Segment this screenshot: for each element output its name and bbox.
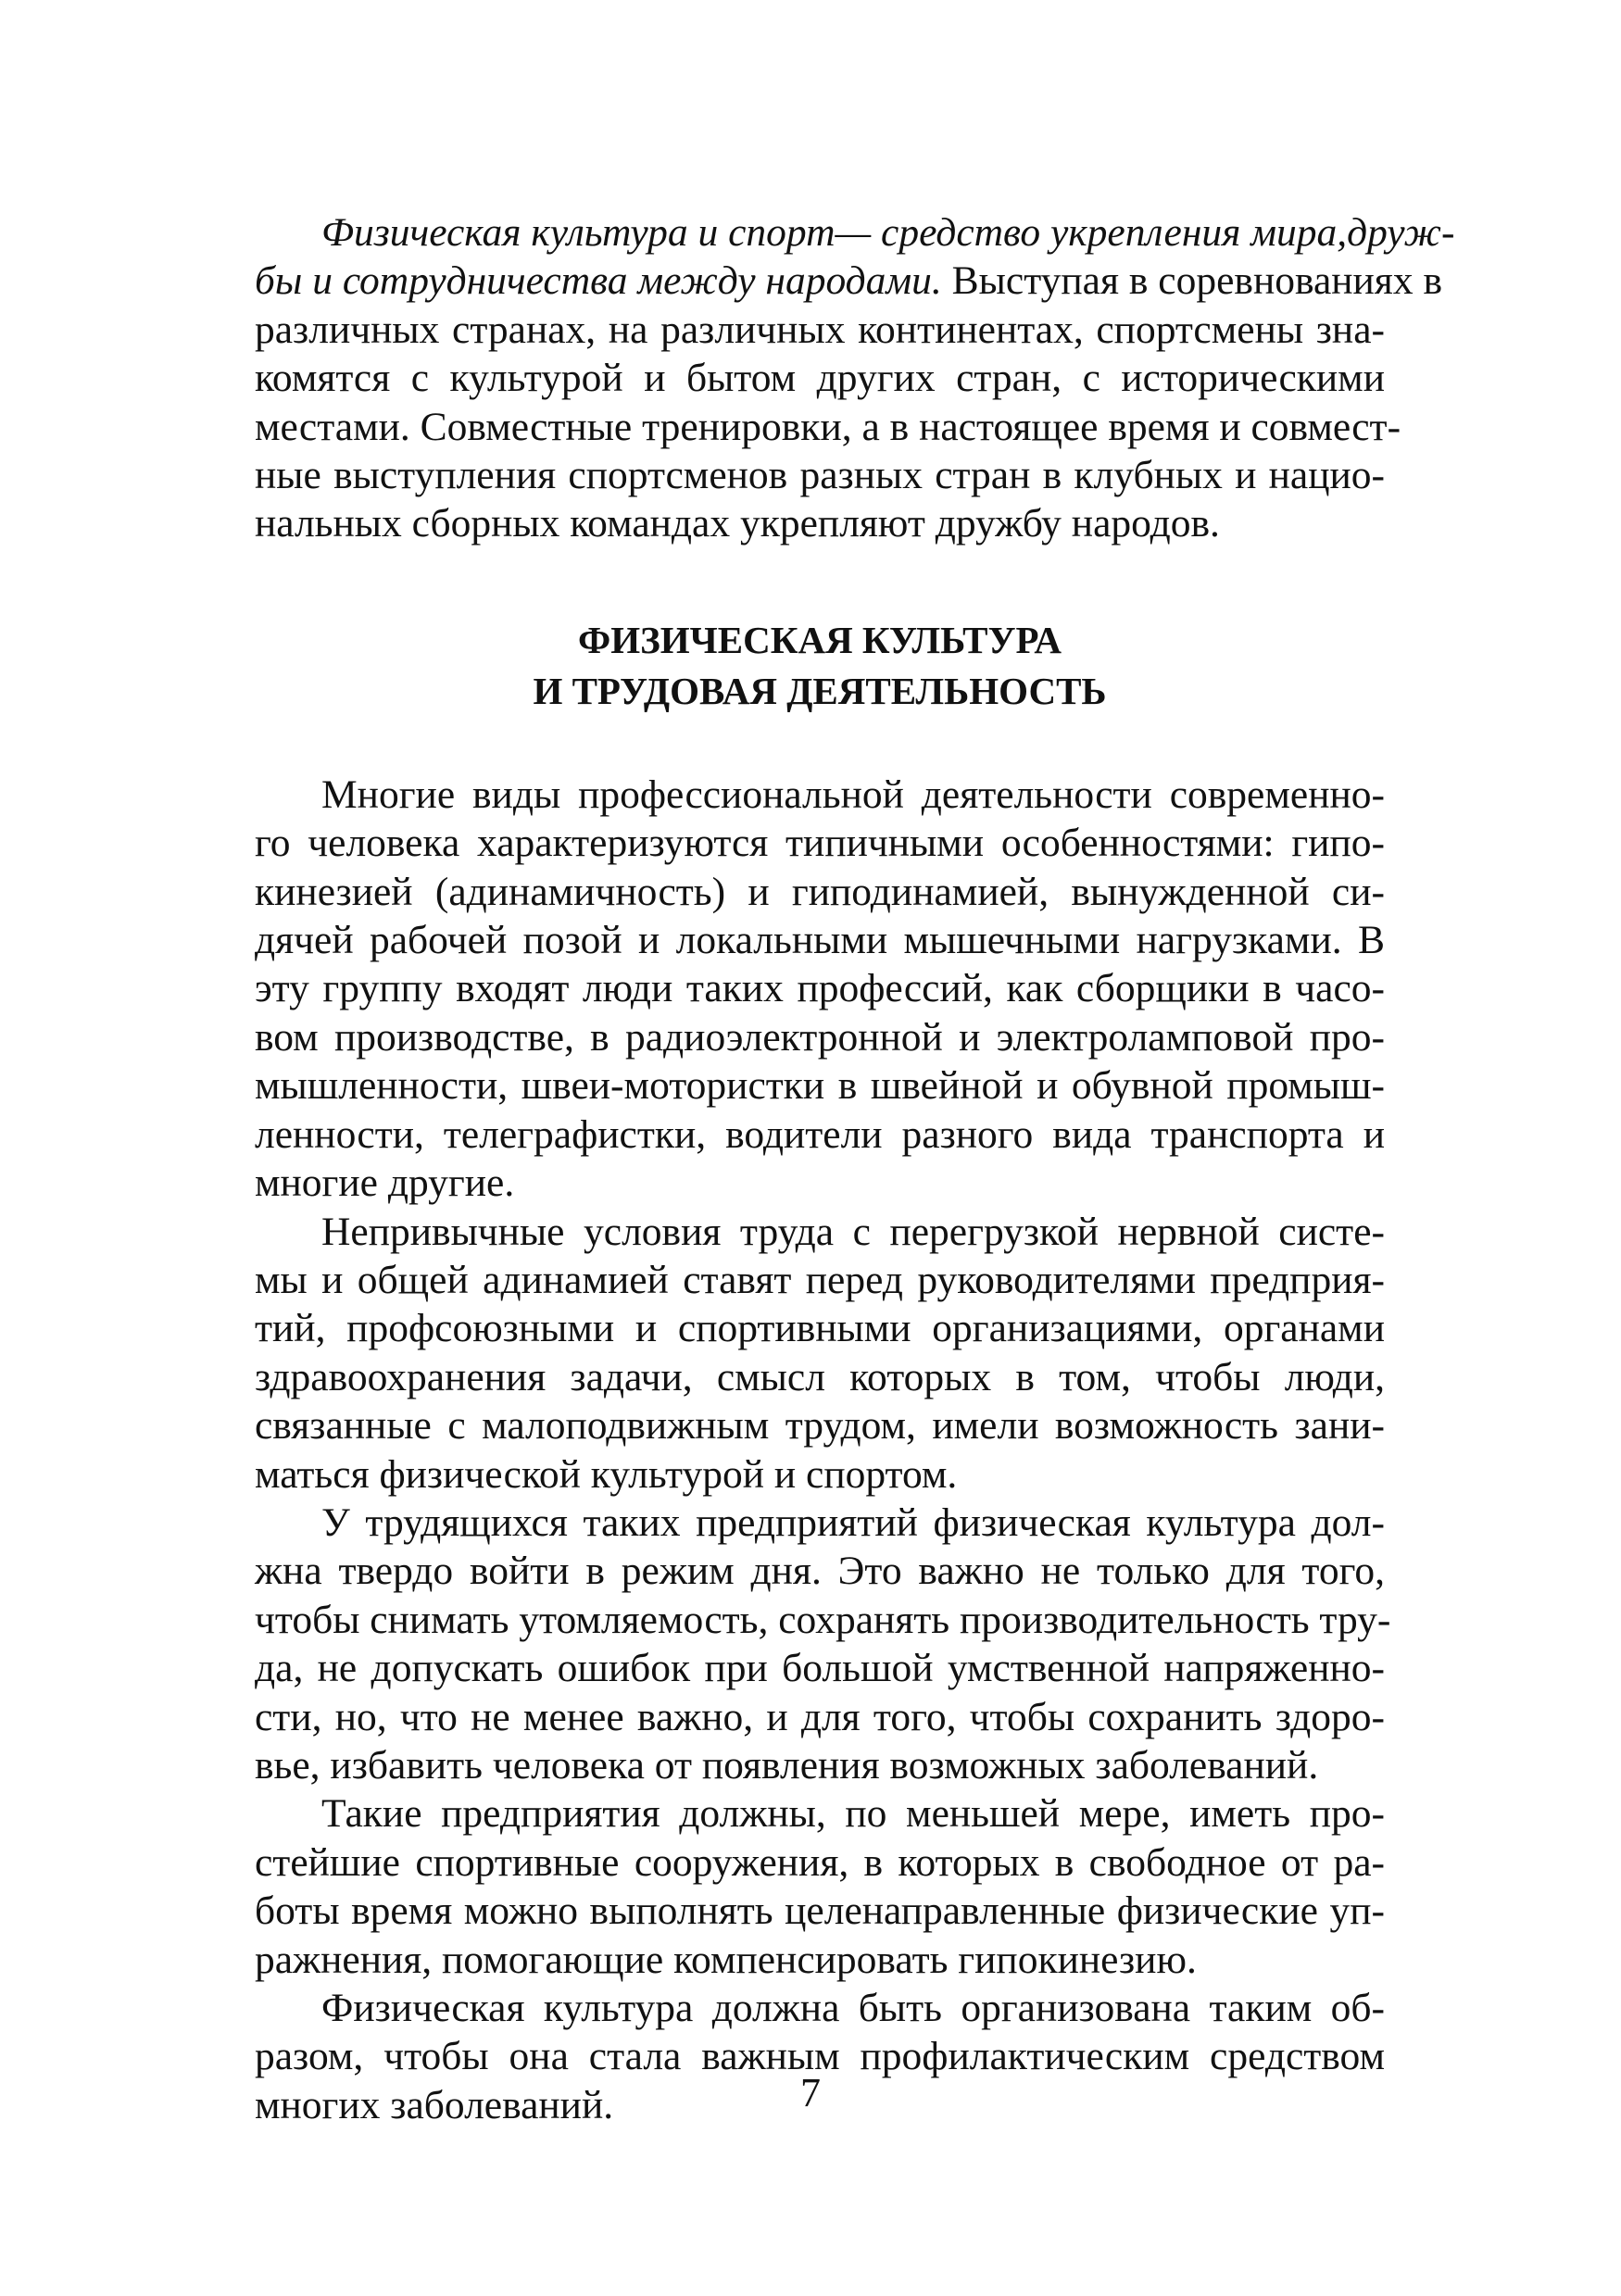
intro-line-2 bbox=[255, 257, 1442, 305]
paragraph-4 bbox=[255, 1789, 1385, 1984]
text-line: го человека характеризуются типичными особенностями: гипо- bbox=[255, 821, 1385, 866]
page-content bbox=[255, 208, 1455, 2129]
text-line: чтобы снимать утомляемость, сохранять производительность тру- bbox=[255, 1597, 1391, 1642]
intro-line: нальных сборных командах укрепляют дружбу народов. bbox=[255, 501, 1220, 546]
text-line: Многие виды профессиональной деятельности современно- bbox=[321, 772, 1385, 817]
text-line: тий, профсоюзными и спортивными организациями, органами bbox=[255, 1306, 1385, 1351]
intro-line-2-rest: Выступая в соревнованиях в bbox=[941, 258, 1442, 304]
text-line: мышленности, швеи-мотористки в швейной и обувной промыш- bbox=[255, 1063, 1385, 1109]
text-line: вье, избавить человека от появления возможных заболеваний. bbox=[255, 1742, 1319, 1788]
text-line: да, не допускать ошибок при большой умственной напряженно- bbox=[255, 1646, 1385, 1691]
text-line: боты время можно выполнять целенаправленные физические уп- bbox=[255, 1888, 1385, 1934]
text-line: ленности, телеграфистки, водители разного вида транспорта и bbox=[255, 1111, 1385, 1157]
text-line: У трудящихся таких предприятий физическая культура дол- bbox=[321, 1499, 1385, 1545]
intro-line: местами. Совместные тренировки, а в настоящее время и совмест- bbox=[255, 404, 1401, 449]
intro-line: различных странах, на различных континентах, спортсмены зна- bbox=[255, 307, 1385, 352]
text-line: связанные с малоподвижным трудом, имели возможность зани- bbox=[255, 1403, 1385, 1449]
intro-line: ные выступления спортсменов разных стран в клубных и нацио- bbox=[255, 453, 1385, 498]
text-line: мы и общей адинамией ставят перед руководителями предприя- bbox=[255, 1257, 1385, 1302]
intro-paragraph bbox=[255, 208, 1455, 548]
text-line: ражнения, помогающие компенсировать гипокинезию. bbox=[255, 1937, 1197, 1982]
intro-italic-line-2: бы и сотрудничества между народами. bbox=[255, 258, 942, 304]
text-line: сти, но, что не менее важно, и для того, чтобы сохранить здоро- bbox=[255, 1694, 1385, 1739]
text-line: разом, чтобы она стала важным профилактическим средством bbox=[255, 2034, 1385, 2079]
paragraph-1 bbox=[255, 771, 1385, 1208]
text-line: эту группу входят люди таких профессий, как сборщики в часо- bbox=[255, 966, 1385, 1011]
text-line: дячей рабочей позой и локальными мышечными нагрузками. В bbox=[255, 918, 1385, 963]
text-line: маться физической культурой и спортом. bbox=[255, 1451, 958, 1497]
text-line: Физическая культура должна быть организована таким об- bbox=[321, 1986, 1385, 2030]
intro-italic-line-1: Физическая культура и спорт— средство укрепления мира,друж- bbox=[321, 210, 1455, 255]
body-text bbox=[255, 771, 1391, 2129]
page-number: 7 bbox=[800, 2070, 821, 2115]
text-line: Непривычные условия труда с перегрузкой нервной систе- bbox=[321, 1209, 1385, 1254]
text-line: кинезией (адинамичность) и гиподинамией, вынужденной си- bbox=[255, 869, 1385, 914]
text-line: здравоохранения задачи, смысл которых в том, чтобы люди, bbox=[255, 1354, 1385, 1399]
paragraph-2 bbox=[255, 1208, 1385, 1499]
text-line: многих заболеваний. bbox=[255, 2082, 614, 2127]
text-line: многие другие. bbox=[255, 1161, 515, 1206]
section-heading bbox=[255, 615, 1385, 717]
heading-line-2: И ТРУДОВАЯ ДЕЯТЕЛЬНОСТЬ bbox=[533, 669, 1107, 712]
text-line: стейшие спортивные сооружения, в которых в свободное от ра- bbox=[255, 1839, 1385, 1885]
paragraph-3 bbox=[255, 1499, 1391, 1789]
text-line: вом производстве, в радиоэлектронной и электроламповой про- bbox=[255, 1014, 1385, 1060]
heading-line-1: ФИЗИЧЕСКАЯ КУЛЬТУРА bbox=[578, 618, 1062, 661]
text-line: жна твердо войти в режим дня. Это важно не только для того, bbox=[255, 1549, 1385, 1594]
intro-line: комятся с культурой и бытом других стран, с историческими bbox=[255, 356, 1385, 401]
text-line: Такие предприятия должны, по меньшей мере, иметь про- bbox=[321, 1791, 1385, 1837]
